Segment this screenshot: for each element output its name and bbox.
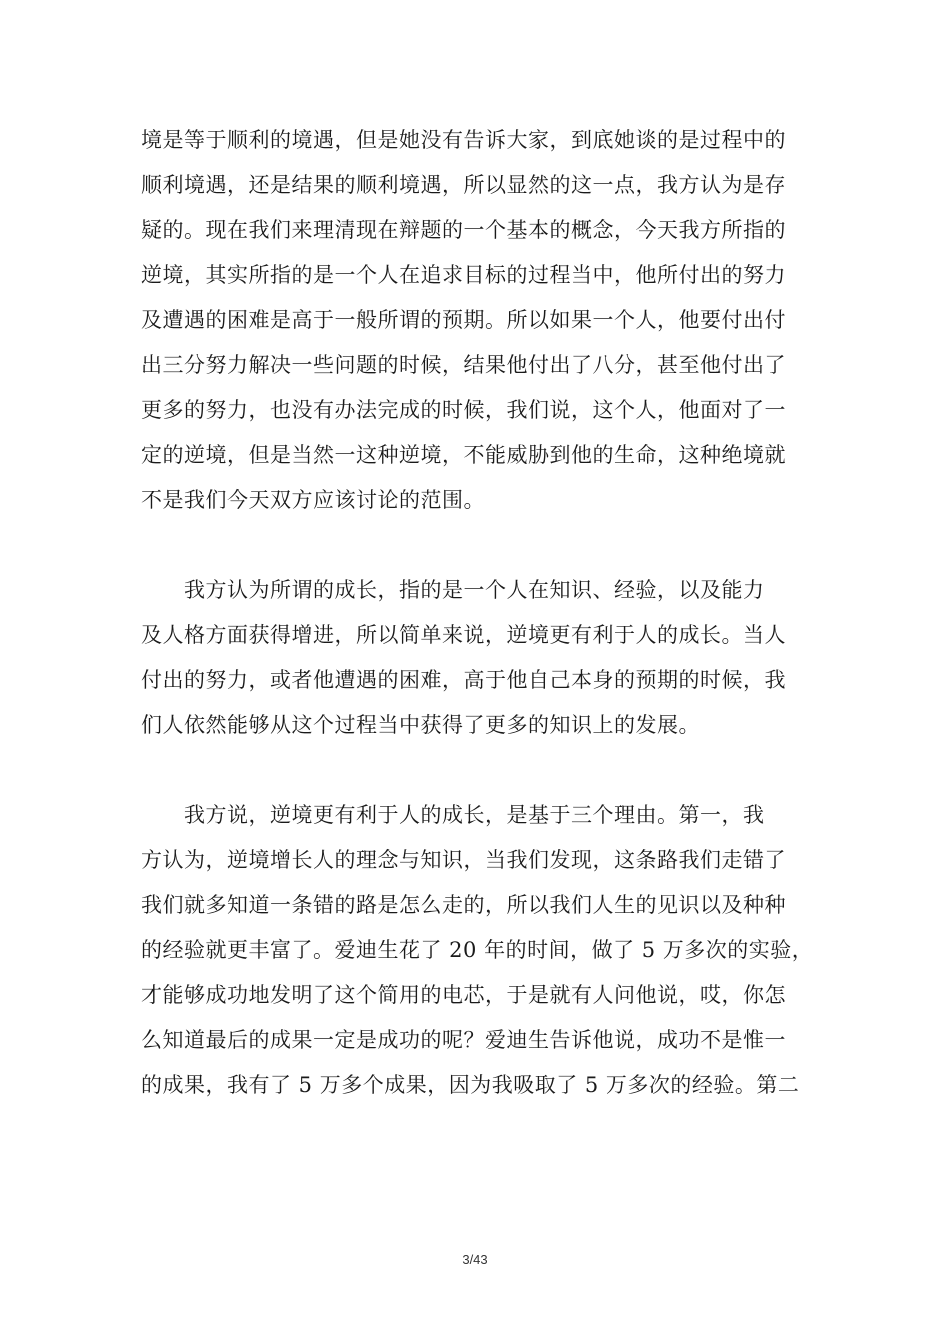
text-line: 方认为，逆境增长人的理念与知识，当我们发现，这条路我们走错了 [141,848,786,872]
text-line: 及人格方面获得增进，所以简单来说，逆境更有利于人的成长。当人 [141,623,786,647]
text-line: 出三分努力解决一些问题的时候，结果他付出了八分，甚至他付出了 [141,353,786,377]
text-line: 我方说，逆境更有利于人的成长，是基于三个理由。第一，我 [141,803,765,827]
text-line: 及遭遇的困难是高于一般所谓的预期。所以如果一个人，他要付出付 [141,308,786,332]
text-line: 不是我们今天双方应该讨论的范围。 [141,488,485,512]
text-line: 的经验就更丰富了。爱迪生花了 20 年的时间，做了 5 万多次的实验， [141,938,814,962]
paragraph-gap [141,523,831,568]
text-line: 疑的。现在我们来理清现在辩题的一个基本的概念，今天我方所指的 [141,218,786,242]
paragraph [141,118,831,523]
text-line: 我们就多知道一条错的路是怎么走的，所以我们人生的见识以及种种 [141,893,786,917]
text-line: 们人依然能够从这个过程当中获得了更多的知识上的发展。 [141,713,700,737]
text-line: 付出的努力，或者他遭遇的困难，高于他自己本身的预期的时候，我 [141,668,786,692]
body-text [141,118,831,1108]
paragraph [141,793,831,1108]
text-line: 么知道最后的成果一定是成功的呢？爱迪生告诉他说，成功不是惟一 [141,1028,786,1052]
text-line: 顺利境遇，还是结果的顺利境遇，所以显然的这一点，我方认为是存 [141,173,786,197]
text-line: 逆境，其实所指的是一个人在追求目标的过程当中，他所付出的努力 [141,263,786,287]
text-line: 境是等于顺利的境遇，但是她没有告诉大家，到底她谈的是过程中的 [141,128,786,152]
text-line: 才能够成功地发明了这个简用的电芯，于是就有人问他说，哎，你怎 [141,983,786,1007]
text-line: 更多的努力，也没有办法完成的时候，我们说，这个人，他面对了一 [141,398,786,422]
text-line: 的成果，我有了 5 万多个成果，因为我吸取了 5 万多次的经验。第二 [141,1073,800,1097]
text-line: 定的逆境，但是当然一这种逆境，不能威胁到他的生命，这种绝境就 [141,443,786,467]
paragraph [141,568,831,748]
text-line: 我方认为所谓的成长，指的是一个人在知识、经验，以及能力 [141,578,765,602]
paragraph-gap [141,748,831,793]
page-number: 3/43 [462,1252,488,1267]
